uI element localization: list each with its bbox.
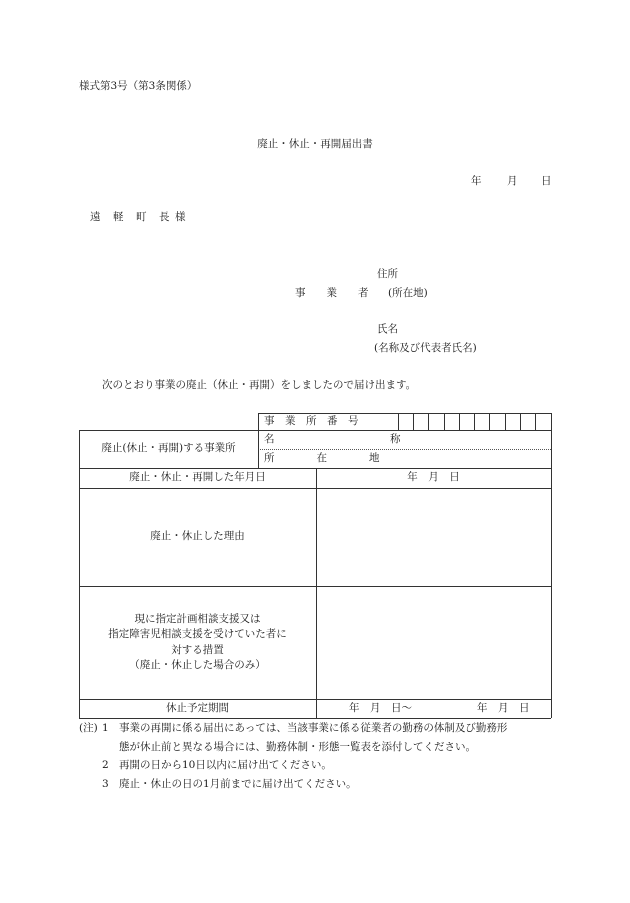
table-rule: [551, 413, 552, 718]
date-year: 年: [471, 175, 482, 187]
note-number: 2: [102, 759, 109, 771]
office-number-box[interactable]: [520, 413, 521, 430]
form-number: 様式第3号（第3条関係）: [79, 80, 198, 92]
office-name-label: 名 称: [264, 433, 401, 445]
intro-text: 次のとおり事業の廃止（休止・再開）をしましたので届け出ます。: [102, 379, 417, 391]
period-start[interactable]: 年 月 日〜: [349, 702, 412, 714]
office-number-box[interactable]: [474, 413, 475, 430]
note-number: 3: [102, 778, 109, 790]
office-number-box[interactable]: [444, 413, 445, 430]
document-title: 廃止・休止・再開届出書: [257, 138, 373, 150]
note-line: 廃止・休止の日の1月前までに届け出てください。: [119, 778, 357, 790]
measures-label: 現に指定計画相談支援又は 指定障害児相談支援を受けていた者に 対する措置 （廃止・休止した場合のみ）: [108, 613, 287, 671]
note-line: 再開の日から10日以内に届け出てください。: [119, 759, 332, 771]
name-note: (名称及び代表者氏名): [374, 342, 477, 354]
reason-field[interactable]: [316, 488, 551, 586]
table-rule: [79, 718, 551, 719]
office-row-label: 廃止(休止・再開)する事業所: [101, 442, 236, 455]
notes-label: (注): [79, 722, 98, 734]
office-number-box[interactable]: [428, 413, 429, 430]
office-number-box[interactable]: [489, 413, 490, 430]
table-rule-dotted: [258, 449, 551, 450]
date-row-label: 廃止・休止・再開した年月日: [129, 471, 266, 484]
addressee-name: 遠 軽 町 長: [90, 211, 171, 223]
table-rule: [258, 413, 551, 414]
date-row-value[interactable]: 年 月 日: [407, 471, 460, 484]
reason-label: 廃止・休止した理由: [150, 530, 245, 543]
office-number-box[interactable]: [413, 413, 414, 430]
location-note: (所在地): [388, 287, 428, 299]
office-number-label: 事 業 所 番 号: [264, 415, 359, 427]
note-line: 態が休止前と異なる場合には、勤務体制・形態一覧表を添付してください。: [119, 741, 476, 753]
business-label: 事 業 者: [295, 287, 369, 299]
office-number-box[interactable]: [459, 413, 460, 430]
office-number-box[interactable]: [505, 413, 506, 430]
table-rule: [258, 413, 259, 468]
name-label: 氏名: [377, 323, 398, 335]
note-number: 1: [102, 722, 109, 734]
period-end[interactable]: 年 月 日: [477, 702, 530, 714]
period-label: 休止予定期間: [166, 701, 229, 714]
address-label: 住所: [377, 268, 398, 280]
addressee-suffix: 様: [175, 211, 186, 223]
office-number-box[interactable]: [535, 413, 536, 430]
note-line: 事業の再開に係る届出にあっては、当該事業に係る従業者の勤務の体制及び勤務形: [119, 722, 508, 734]
date-month: 月: [507, 175, 518, 187]
measures-field[interactable]: [316, 586, 551, 699]
date-day: 日: [541, 175, 552, 187]
office-location-label: 所 在 地: [264, 452, 380, 464]
office-number-box[interactable]: [398, 413, 399, 430]
